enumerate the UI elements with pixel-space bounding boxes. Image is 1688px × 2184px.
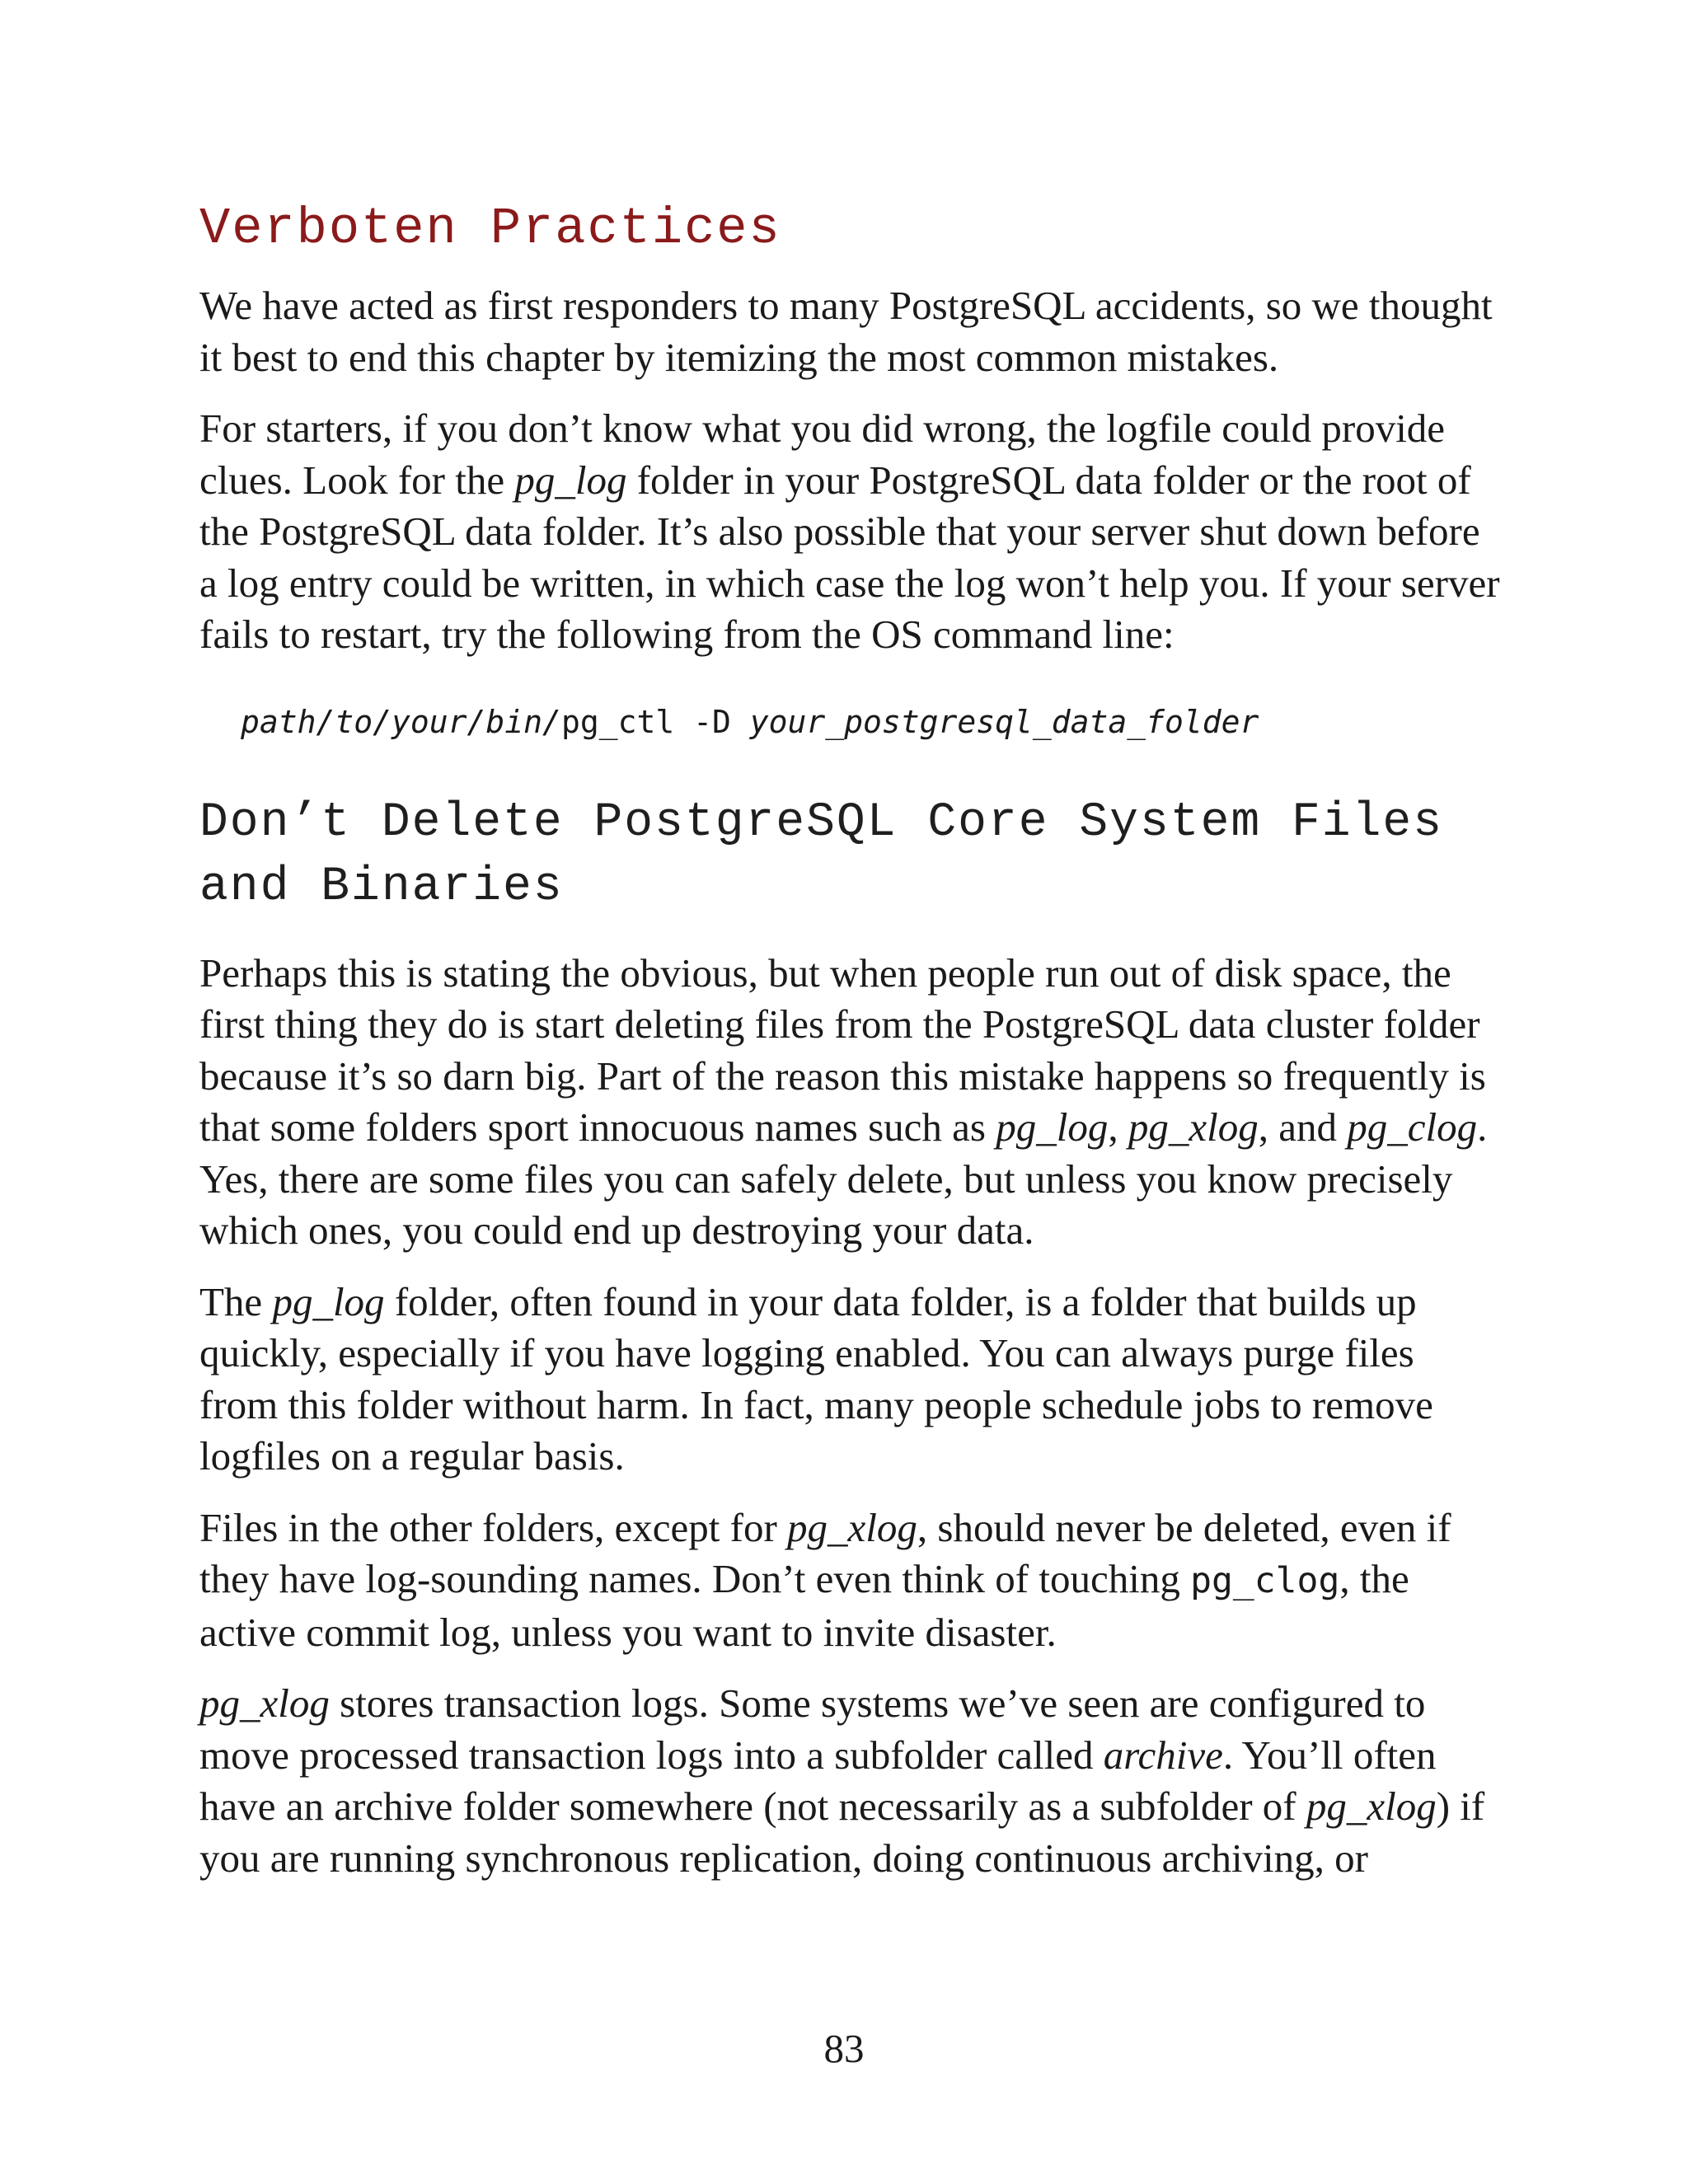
logfile-paragraph (199, 403, 1502, 661)
other-folders-paragraph (199, 1502, 1502, 1659)
code-argument: your_postgresql_data_folder (749, 703, 1259, 740)
text-run: , the active commit log, unless you want to invite disaster. (199, 1556, 1409, 1655)
text-run: Perhaps this is stating the obvious, but when people run out of disk space, the first thing they do is start deleting files from the PostgreSQL data cluster folder because it’s so darn big. Part of the reason this mistake happens so frequently is that some folders sport innocuous names such as (199, 949, 1486, 1150)
pg-xlog-paragraph (199, 1678, 1502, 1884)
folder-name: pg_xlog (199, 1680, 330, 1726)
text-run: folder, often found in your data folder, is a folder that builds up quickly, especially if you have logging enabled. You can always purge files from this folder without harm. In fact, many people schedule jobs to remove logfiles on a regular basis. (199, 1278, 1433, 1479)
code-path: path/to/your/bin/ (241, 703, 561, 740)
folder-name: pg_log (272, 1278, 385, 1324)
text-run: . Yes, there are some files you can safely delete, but unless you know precisely which ones, you could end up destroying your data. (199, 1104, 1488, 1253)
text-run: The (199, 1278, 273, 1324)
code-example (241, 699, 1502, 745)
folder-name: archive (1103, 1732, 1223, 1778)
text-run: stores transaction logs. Some systems we’ve seen are configured to move processed transaction logs into a subfolder called (199, 1680, 1426, 1778)
code-command: pg_ctl -D (560, 703, 750, 740)
folder-name: pg_log (514, 457, 627, 503)
page-number: 83 (823, 2026, 865, 2071)
text-run: folder in your PostgreSQL data folder or the root of the PostgreSQL data folder. It’s also possible that your server shut down before a log entry could be written, in which case the log won’t help you. If your server fails to restart, try the following from the OS command line: (199, 457, 1500, 657)
text-run: , should never be deleted, even if they have log-sounding names. Don’t even think of touching (199, 1504, 1451, 1601)
folder-name: pg_xlog (1306, 1783, 1437, 1829)
inline-code: pg_clog (1190, 1560, 1340, 1601)
folder-name: pg_clog (1347, 1104, 1478, 1150)
text-run: Files in the other folders, except for (199, 1504, 788, 1550)
text-run: , (1108, 1104, 1128, 1150)
text-run: . You’ll often have an archive folder somewhere (not necessarily as a subfolder of (199, 1732, 1437, 1829)
subsection-title: Don’t Delete PostgreSQL Core System Files and Binaries (199, 795, 1444, 914)
pg-log-paragraph (199, 1277, 1502, 1483)
intro-paragraph: We have acted as first responders to many PostgreSQL accidents, so we thought it best to end this chapter by itemizing the most common mistakes. (199, 283, 1493, 380)
folder-name: pg_xlog (787, 1504, 917, 1550)
text-run: For starters, if you don’t know what you did wrong, the logfile could provide clues. Look for the (199, 405, 1446, 503)
section-title: Verboten Practices (199, 199, 781, 258)
text-run: , and (1258, 1104, 1348, 1150)
obvious-paragraph (199, 948, 1502, 1257)
folder-name: pg_xlog (1128, 1104, 1259, 1150)
folder-name: pg_log (996, 1104, 1109, 1150)
page-content (199, 196, 1502, 1904)
text-run: ) if you are running synchronous replication, doing continuous archiving, or (199, 1783, 1485, 1881)
